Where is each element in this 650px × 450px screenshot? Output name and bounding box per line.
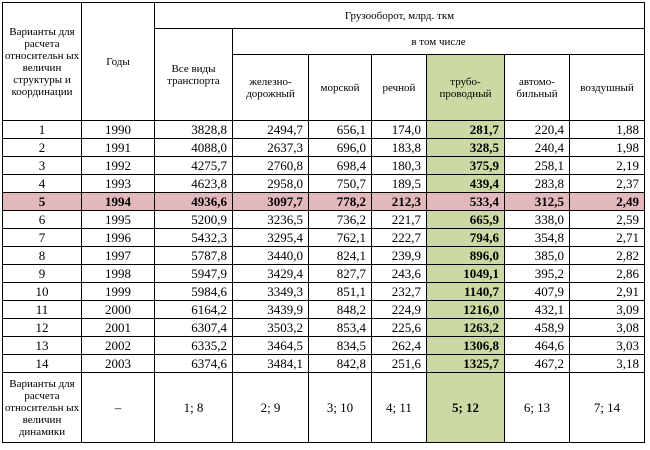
cell-railway: 2637,3 [233,139,309,157]
cell-auto: 407,9 [505,283,570,301]
footer-river: 4; 11 [372,373,427,443]
cell-river: 180,3 [372,157,427,175]
cell-year: 2003 [82,355,155,373]
table-row [3,283,645,301]
header-auto: автомо-бильный [505,55,570,121]
cell-variant: 13 [3,337,82,355]
cell-auto: 458,9 [505,319,570,337]
cell-all: 5787,8 [155,247,233,265]
cell-pipeline: 1049,1 [427,265,505,283]
cell-railway: 3503,2 [233,319,309,337]
cell-all: 6335,2 [155,337,233,355]
cell-river: 251,6 [372,355,427,373]
cell-railway: 3236,5 [233,211,309,229]
cell-variant: 1 [3,121,82,139]
cell-auto: 467,2 [505,355,570,373]
cell-railway: 2958,0 [233,175,309,193]
cell-air: 2,86 [570,265,645,283]
table-row [3,247,645,265]
cell-variant: 10 [3,283,82,301]
cell-auto: 338,0 [505,211,570,229]
cell-variant: 6 [3,211,82,229]
cell-sea: 842,8 [309,355,372,373]
cell-river: 222,7 [372,229,427,247]
cell-air: 1,88 [570,121,645,139]
cell-variant: 3 [3,157,82,175]
cell-river: 174,0 [372,121,427,139]
table-row [3,175,645,193]
table-row [3,193,645,211]
cell-railway: 3439,9 [233,301,309,319]
cell-railway: 3429,4 [233,265,309,283]
table-row [3,121,645,139]
cell-sea: 778,2 [309,193,372,211]
cell-variant: 8 [3,247,82,265]
cell-variant: 5 [3,193,82,211]
cell-railway: 2494,7 [233,121,309,139]
cell-year: 1999 [82,283,155,301]
header-freight-turnover: Грузооборот, млрд. ткм [155,3,645,29]
cell-river: 262,4 [372,337,427,355]
cell-all: 5947,9 [155,265,233,283]
cell-pipeline: 1216,0 [427,301,505,319]
footer-pipeline: 5; 12 [427,373,505,443]
table-row [3,265,645,283]
cell-variant: 9 [3,265,82,283]
cell-auto: 258,1 [505,157,570,175]
cell-variant: 2 [3,139,82,157]
cell-all: 4088,0 [155,139,233,157]
cell-auto: 395,2 [505,265,570,283]
table-row [3,139,645,157]
cell-pipeline: 533,4 [427,193,505,211]
header-river: речной [372,55,427,121]
table-row [3,337,645,355]
cell-variant: 11 [3,301,82,319]
cell-all: 6374,6 [155,355,233,373]
cell-air: 1,98 [570,139,645,157]
cell-sea: 750,7 [309,175,372,193]
header-air: воздушный [570,55,645,121]
cell-year: 2002 [82,337,155,355]
footer-variants-dynamics: Варианты для расчета относительн ых величин динамики [3,373,82,443]
cell-sea: 851,1 [309,283,372,301]
cell-air: 2,49 [570,193,645,211]
cell-auto: 283,8 [505,175,570,193]
cell-pipeline: 1306,8 [427,337,505,355]
table-row [3,319,645,337]
cell-pipeline: 439,4 [427,175,505,193]
cell-year: 2000 [82,301,155,319]
footer-years: – [82,373,155,443]
cell-auto: 385,0 [505,247,570,265]
cell-air: 2,91 [570,283,645,301]
header-pipeline: трубо-проводный [427,55,505,121]
cell-auto: 240,4 [505,139,570,157]
table-row [3,355,645,373]
cell-sea: 848,2 [309,301,372,319]
footer-air: 7; 14 [570,373,645,443]
footer-railway: 2; 9 [233,373,309,443]
cell-year: 1992 [82,157,155,175]
cell-all: 4936,6 [155,193,233,211]
cell-pipeline: 1325,7 [427,355,505,373]
cell-auto: 432,1 [505,301,570,319]
cell-railway: 3295,4 [233,229,309,247]
cell-year: 1991 [82,139,155,157]
cell-river: 224,9 [372,301,427,319]
cell-railway: 3097,7 [233,193,309,211]
cell-air: 3,03 [570,337,645,355]
cell-year: 1993 [82,175,155,193]
cell-railway: 3440,0 [233,247,309,265]
cell-all: 4623,8 [155,175,233,193]
cell-year: 1997 [82,247,155,265]
cell-auto: 354,8 [505,229,570,247]
table-row [3,229,645,247]
cell-air: 2,19 [570,157,645,175]
cell-all: 6164,2 [155,301,233,319]
cell-auto: 464,6 [505,337,570,355]
cell-sea: 853,4 [309,319,372,337]
cell-air: 3,08 [570,319,645,337]
cell-all: 6307,4 [155,319,233,337]
cell-air: 3,18 [570,355,645,373]
cell-all: 4275,7 [155,157,233,175]
footer-auto: 6; 13 [505,373,570,443]
cell-pipeline: 1263,2 [427,319,505,337]
cell-railway: 3464,5 [233,337,309,355]
cell-all: 3828,8 [155,121,233,139]
cell-year: 1990 [82,121,155,139]
header-including: в том числе [233,29,645,55]
cell-pipeline: 794,6 [427,229,505,247]
cell-sea: 696,0 [309,139,372,157]
cell-sea: 656,1 [309,121,372,139]
cell-pipeline: 375,9 [427,157,505,175]
freight-turnover-table [2,2,645,443]
cell-river: 232,7 [372,283,427,301]
cell-sea: 827,7 [309,265,372,283]
cell-air: 3,09 [570,301,645,319]
cell-variant: 7 [3,229,82,247]
cell-air: 2,71 [570,229,645,247]
header-years: Годы [82,3,155,121]
cell-river: 225,6 [372,319,427,337]
cell-river: 239,9 [372,247,427,265]
cell-sea: 834,5 [309,337,372,355]
cell-river: 189,5 [372,175,427,193]
cell-river: 212,3 [372,193,427,211]
header-railway: железно-дорожный [233,55,309,121]
cell-railway: 2760,8 [233,157,309,175]
cell-river: 221,7 [372,211,427,229]
cell-variant: 14 [3,355,82,373]
header-sea: морской [309,55,372,121]
cell-river: 183,8 [372,139,427,157]
cell-pipeline: 665,9 [427,211,505,229]
footer-sea: 3; 10 [309,373,372,443]
cell-sea: 762,1 [309,229,372,247]
cell-variant: 4 [3,175,82,193]
cell-all: 5200,9 [155,211,233,229]
cell-pipeline: 328,5 [427,139,505,157]
table-row [3,301,645,319]
cell-year: 1996 [82,229,155,247]
cell-sea: 736,2 [309,211,372,229]
table-row [3,211,645,229]
cell-year: 1998 [82,265,155,283]
cell-sea: 698,4 [309,157,372,175]
cell-pipeline: 1140,7 [427,283,505,301]
cell-air: 2,82 [570,247,645,265]
cell-pipeline: 281,7 [427,121,505,139]
cell-all: 5432,3 [155,229,233,247]
cell-year: 1994 [82,193,155,211]
header-all-transport: Все виды транспорта [155,29,233,121]
cell-variant: 12 [3,319,82,337]
cell-air: 2,59 [570,211,645,229]
cell-all: 5984,6 [155,283,233,301]
cell-auto: 220,4 [505,121,570,139]
cell-year: 1995 [82,211,155,229]
header-variants-structure: Варианты для расчета относительн ых величин структуры и координации [3,3,82,121]
cell-pipeline: 896,0 [427,247,505,265]
cell-air: 2,37 [570,175,645,193]
footer-all: 1; 8 [155,373,233,443]
cell-railway: 3484,1 [233,355,309,373]
cell-sea: 824,1 [309,247,372,265]
cell-year: 2001 [82,319,155,337]
table-row [3,157,645,175]
cell-railway: 3349,3 [233,283,309,301]
cell-river: 243,6 [372,265,427,283]
cell-auto: 312,5 [505,193,570,211]
